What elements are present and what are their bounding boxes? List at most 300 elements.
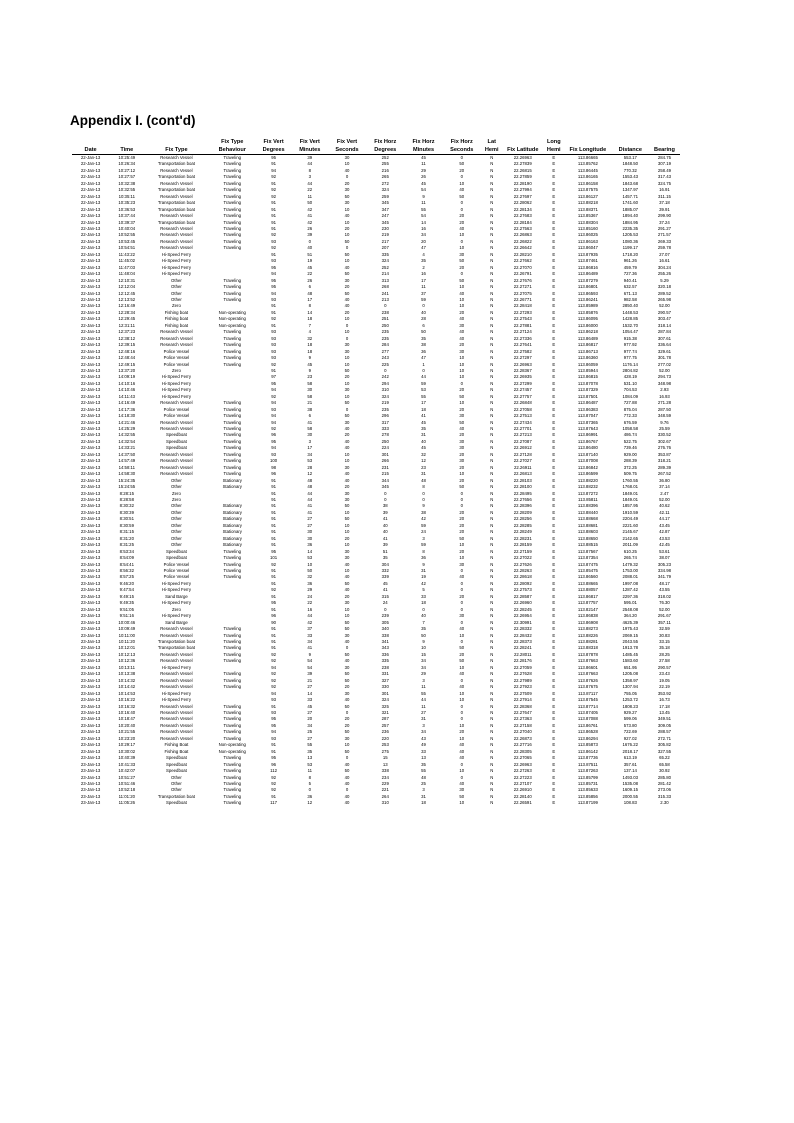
table-cell: 50 <box>344 671 350 677</box>
table-cell: 92 <box>271 232 276 238</box>
table-cell: 40 <box>344 774 350 780</box>
table-cell: 10 <box>344 613 350 619</box>
table-cell: 0 <box>308 787 311 793</box>
table-cell: 30 <box>459 348 465 354</box>
table-cell: E <box>552 477 556 483</box>
table-cell: 0 <box>345 245 349 251</box>
table-cell: 1768.01 <box>622 484 639 490</box>
table-cell: 29 <box>421 671 426 677</box>
table-cell: 2221.60 <box>622 522 639 528</box>
table-cell: N <box>490 193 494 199</box>
table-cell: 1307.94 <box>622 684 639 690</box>
table-cell: 11:01:20 <box>118 793 135 799</box>
table-cell: 459.79 <box>623 264 637 270</box>
table-cell: 1287.42 <box>622 587 639 593</box>
table-cell: 91 <box>271 542 276 548</box>
table-cell: 91 <box>271 516 276 522</box>
table-cell: Sand Barge <box>165 619 188 625</box>
table-cell: 22.27757 <box>513 393 532 399</box>
table-cell: Traveling <box>223 800 241 806</box>
table-cell: 91 <box>271 580 276 586</box>
table-cell: N <box>490 277 494 283</box>
table-cell: Traveling <box>223 729 241 735</box>
table-cell: Non-operating <box>218 316 246 322</box>
table-cell: 301.78 <box>657 355 672 361</box>
table-cell: 22-Jan-13 <box>80 187 101 193</box>
table-cell: 48 <box>307 484 313 490</box>
table-cell: Police Vessel <box>163 361 190 367</box>
table-cell: 247 <box>381 213 389 219</box>
table-cell: N <box>490 219 494 225</box>
table-cell: 50 <box>344 677 350 683</box>
table-cell: E <box>552 329 556 335</box>
table-cell: N <box>490 284 494 290</box>
table-cell: 18 <box>421 406 426 412</box>
table-cell: 17 <box>421 277 426 283</box>
table-cell: 44 <box>307 180 313 186</box>
table-cell: 8 <box>422 484 425 490</box>
table-cell: 8:53:34 <box>119 548 134 554</box>
table-cell: N <box>490 735 494 741</box>
table-cell: N <box>490 593 494 599</box>
table-cell: 22.27513 <box>513 413 532 419</box>
table-cell: 23-Jan-13 <box>80 593 101 599</box>
table-cell: Research Vessel <box>160 232 193 238</box>
table-cell: E <box>552 367 556 373</box>
table-cell: 225 <box>381 361 389 367</box>
table-cell: 23-Jan-13 <box>80 677 101 683</box>
table-cell: 324 <box>381 258 389 264</box>
table-cell: 8:31:25 <box>119 542 134 548</box>
table-cell: 610.25 <box>623 548 637 554</box>
table-cell: 91 <box>271 309 276 315</box>
table-cell: 22.27159 <box>513 548 532 554</box>
table-cell: 22.27297 <box>513 355 532 361</box>
table-cell: 310 <box>381 800 389 806</box>
table-cell: 30 <box>344 555 350 561</box>
table-cell: Speedboat <box>166 800 187 806</box>
table-cell: 22.28432 <box>513 632 532 638</box>
table-cell: 50 <box>344 400 350 406</box>
table-cell: 20 <box>459 264 465 270</box>
table-cell: 22-Jan-13 <box>80 206 101 212</box>
table-cell: 1848.50 <box>622 161 639 167</box>
table-cell: 10 <box>344 380 350 386</box>
table-cell: 21 <box>307 677 313 683</box>
table-cell: 7 <box>422 619 425 625</box>
table-cell: 9:47:54 <box>119 587 134 593</box>
table-cell: Research Vessel <box>160 213 193 219</box>
table-cell: 23-Jan-13 <box>80 574 101 580</box>
table-cell: 40 <box>344 793 350 799</box>
table-cell: Speedboat <box>166 548 187 554</box>
table-cell: E <box>552 529 556 535</box>
table-cell: 9:46:20 <box>119 580 134 586</box>
table-cell: N <box>490 690 494 696</box>
table-cell: 113.85856 <box>577 793 598 799</box>
table-cell: Research Vessel <box>160 671 193 677</box>
table-cell: 10:40:39 <box>118 755 136 761</box>
table-cell: 345 <box>381 484 389 490</box>
table-cell: N <box>490 587 494 593</box>
table-cell: 272.71 <box>657 735 672 741</box>
table-cell: 272 <box>381 180 389 186</box>
table-cell: Speedboat <box>166 438 187 444</box>
table-cell: Traveling <box>223 574 241 580</box>
table-cell: 113.87545 <box>577 697 598 703</box>
table-cell: 22.26791 <box>513 271 532 277</box>
table-cell: 22.27040 <box>513 729 532 735</box>
table-cell: 264 <box>381 793 389 799</box>
table-cell: Sand Barge <box>165 593 188 599</box>
table-cell: 113.87354 <box>577 555 598 561</box>
table-cell: N <box>490 568 494 573</box>
table-cell: Research Vessel <box>160 464 193 470</box>
table-cell: Traveling <box>223 626 241 632</box>
table-cell: 22-Jan-13 <box>80 225 101 231</box>
table-cell: 349.51 <box>657 716 672 722</box>
table-cell: 95 <box>271 755 276 761</box>
table-cell: E <box>552 374 556 380</box>
table-cell: 30 <box>344 387 350 393</box>
table-cell: E <box>552 303 556 309</box>
table-cell: Stationary <box>222 542 242 548</box>
table-cell: 10:42:07 <box>118 768 136 774</box>
table-cell: 10:14:42 <box>118 684 136 690</box>
table-cell: 113.86593 <box>577 290 598 296</box>
table-cell: E <box>552 355 556 361</box>
table-cell: 10 <box>344 529 350 535</box>
table-cell: 44.17 <box>659 516 670 522</box>
table-cell: 49 <box>421 742 426 748</box>
table-cell: 113.87365 <box>577 419 598 425</box>
table-cell: 22.30991 <box>513 619 532 625</box>
table-cell: 1054.47 <box>622 329 639 335</box>
table-cell: 40 <box>344 167 350 173</box>
table-cell: 113.87675 <box>577 684 598 690</box>
table-cell: E <box>552 161 556 167</box>
table-cell: 91 <box>271 574 276 580</box>
table-cell: 16.91 <box>659 187 670 193</box>
table-cell: 10:40:04 <box>118 225 136 231</box>
table-cell: 20 <box>459 509 465 515</box>
table-cell: 91 <box>271 161 276 167</box>
table-cell: 39.91 <box>659 206 670 212</box>
table-cell: 10 <box>459 400 465 406</box>
table-cell: 113.87088 <box>577 716 598 722</box>
table-cell: 32 <box>421 451 426 457</box>
table-cell: 22-Jan-13 <box>80 335 101 341</box>
table-cell: 50 <box>459 658 465 664</box>
table-cell: 137.14 <box>623 768 637 774</box>
table-cell: 320.18 <box>657 284 672 290</box>
table-cell: Stationary <box>222 522 242 528</box>
table-cell: 91 <box>271 322 276 328</box>
table-cell: E <box>552 651 556 657</box>
table-cell: 20 <box>344 284 350 290</box>
table-cell: 23-Jan-13 <box>80 774 101 780</box>
table-cell: 40 <box>344 477 350 483</box>
table-cell: 11:47:03 <box>118 264 135 270</box>
table-cell: 2043.55 <box>622 638 639 644</box>
table-cell: Hi-Speed Ferry <box>161 374 191 380</box>
table-cell: 42.45 <box>659 542 670 548</box>
column-header: Bearing <box>649 136 680 155</box>
table-cell: 22.26873 <box>513 735 532 741</box>
table-cell: Police Vessel <box>163 574 190 580</box>
table-cell: 2548.08 <box>622 606 639 612</box>
table-cell: N <box>490 225 494 231</box>
table-cell: 311.15 <box>658 193 671 199</box>
table-cell: 113.87272 <box>577 490 598 496</box>
table-cell: 94 <box>271 271 276 277</box>
table-cell: 91 <box>271 509 276 515</box>
table-cell: E <box>552 722 556 728</box>
table-cell: Hi-Speed Ferry <box>161 697 191 703</box>
table-cell: 21 <box>307 400 313 406</box>
table-cell: 33 <box>307 697 313 703</box>
table-cell: N <box>490 645 494 651</box>
table-cell: 113.86599 <box>577 471 598 477</box>
column-header: Fix Horz Minutes <box>405 136 442 155</box>
table-cell: 281.42 <box>657 780 672 786</box>
table-cell: N <box>490 232 494 238</box>
table-cell: 285.80 <box>657 774 672 780</box>
table-cell: 22-Jan-13 <box>80 264 101 270</box>
table-cell: Traveling <box>223 419 241 425</box>
table-cell: 1493.03 <box>622 774 639 780</box>
table-cell: Traveling <box>223 671 241 677</box>
table-cell: 50 <box>344 271 350 277</box>
table-cell: N <box>490 787 494 793</box>
table-cell: 93 <box>271 238 276 244</box>
table-cell: 10:16:22 <box>118 697 136 703</box>
column-header: Fix Horz Seconds <box>442 136 481 155</box>
table-cell: 268 <box>381 284 389 290</box>
table-cell: 29 <box>421 167 426 173</box>
table-cell: 45 <box>307 703 313 709</box>
table-cell: 288.57 <box>657 729 672 735</box>
table-cell: 2 <box>422 264 425 270</box>
table-cell: E <box>552 638 556 644</box>
column-header: Lat Hemi <box>481 136 502 155</box>
table-cell: 13 <box>421 755 426 761</box>
table-cell: N <box>490 664 494 670</box>
table-cell: Research Vessel <box>160 458 193 464</box>
table-cell: Research Vessel <box>160 709 193 715</box>
table-cell: Speedboat <box>166 555 187 561</box>
table-cell: 1553.43 <box>622 174 639 180</box>
table-cell: 20 <box>459 406 465 412</box>
table-cell: 739.46 <box>623 445 637 451</box>
table-cell: 40.62 <box>659 503 670 509</box>
table-cell: 48.17 <box>659 580 670 586</box>
table-cell: Traveling <box>223 548 241 554</box>
table-cell: N <box>490 580 494 586</box>
table-cell: 23.43 <box>659 671 670 677</box>
table-cell: 22-Jan-13 <box>80 219 101 225</box>
table-cell: Research Vessel <box>160 722 193 728</box>
table-cell: 324 <box>381 697 389 703</box>
table-cell: N <box>490 638 494 644</box>
table-cell: 10 <box>459 303 465 309</box>
table-cell: 92 <box>271 193 276 199</box>
table-cell: 9 <box>422 503 425 509</box>
table-cell: 22-Jan-13 <box>80 464 101 470</box>
table-cell: 25.59 <box>659 426 670 432</box>
table-cell: 113.87329 <box>577 387 598 393</box>
table-cell: N <box>490 542 494 548</box>
table-cell: 287.84 <box>657 329 672 335</box>
table-cell: Traveling <box>223 406 241 412</box>
table-cell: 12:28:34 <box>118 309 136 315</box>
table-cell: Research Vessel <box>160 632 193 638</box>
table-cell: 22-Jan-13 <box>80 161 101 167</box>
table-cell: E <box>552 748 556 754</box>
table-cell: N <box>490 342 494 348</box>
table-cell: 8:54:09 <box>119 555 134 561</box>
table-cell: 91 <box>271 568 276 573</box>
table-cell: 50 <box>459 393 465 399</box>
table-cell: 50 <box>344 580 350 586</box>
table-cell: Traveling <box>223 438 241 444</box>
table-cell: 1885.07 <box>622 206 639 212</box>
table-cell: 353.92 <box>657 690 672 696</box>
table-cell: 113.88273 <box>577 626 598 632</box>
table-cell: Hi-Speed Ferry <box>161 264 191 270</box>
table-cell: 12:49:15 <box>118 361 136 367</box>
table-cell: 10:27:57 <box>118 174 136 180</box>
table-cell: 22.27573 <box>513 587 532 593</box>
table-cell: 40 <box>459 225 465 231</box>
table-cell: 22.28011 <box>513 651 532 657</box>
table-cell: 55 <box>421 206 426 212</box>
table-cell: Traveling <box>223 225 241 231</box>
table-cell: 9 <box>422 561 425 567</box>
table-cell: 364.20 <box>623 613 637 619</box>
table-cell: 44 <box>307 497 313 503</box>
table-cell: 113.85762 <box>577 161 598 167</box>
table-cell: 8:30:59 <box>119 522 134 528</box>
table-cell: Research Vessel <box>160 651 193 657</box>
table-cell: 91 <box>271 535 276 541</box>
table-cell: 325 <box>381 703 389 709</box>
data-table <box>72 136 680 807</box>
table-cell: 3 <box>308 438 311 444</box>
table-cell: 16 <box>307 606 313 612</box>
table-cell: 94 <box>271 690 276 696</box>
table-cell: 50 <box>421 632 426 638</box>
table-cell: 347 <box>381 206 389 212</box>
table-cell: 22.26960 <box>513 600 532 606</box>
table-cell: N <box>490 264 494 270</box>
table-cell: 23-Jan-13 <box>80 722 101 728</box>
table-cell: 12:13:52 <box>118 296 136 302</box>
table-cell: 40 <box>459 671 465 677</box>
table-cell: 23-Jan-13 <box>80 755 101 761</box>
table-cell: 288.39 <box>623 458 637 464</box>
table-cell: Stationary <box>222 484 242 490</box>
table-cell: 113.86815 <box>577 374 598 380</box>
table-cell: 23-Jan-13 <box>80 671 101 677</box>
table-cell: Traveling <box>223 155 241 160</box>
table-cell: 22.27027 <box>513 458 532 464</box>
table-cell: 6 <box>308 413 311 419</box>
table-cell: 318.14 <box>657 322 672 328</box>
table-cell: 93 <box>271 296 276 302</box>
table-cell: 277 <box>381 348 389 354</box>
table-cell: N <box>490 406 494 412</box>
table-cell: Other <box>171 780 182 786</box>
table-cell: E <box>552 471 556 477</box>
table-cell: 276.76 <box>657 445 672 451</box>
table-cell: 23-Jan-13 <box>80 729 101 735</box>
table-cell: 113.86665 <box>577 155 598 160</box>
table-cell: 93 <box>271 355 276 361</box>
table-cell: N <box>490 632 494 638</box>
table-cell: 22.28249 <box>513 529 532 535</box>
table-cell: 0 <box>460 206 463 212</box>
table-cell: 294 <box>381 380 389 386</box>
table-cell: 35 <box>307 748 313 754</box>
table-cell: 94 <box>271 419 276 425</box>
table-cell: 10:12:13 <box>118 651 136 657</box>
table-cell: 0 <box>460 677 463 683</box>
table-cell: Traveling <box>223 187 241 193</box>
table-cell: 10 <box>344 316 350 322</box>
table-cell: 10:35:23 <box>118 200 136 206</box>
table-cell: 30 <box>307 432 313 438</box>
table-cell: 22.28241 <box>513 645 532 651</box>
table-cell: 961.26 <box>623 258 637 264</box>
table-cell: Other <box>171 503 182 509</box>
table-cell: 92 <box>271 658 276 664</box>
table-cell: 229 <box>381 780 389 786</box>
table-cell: 304 <box>381 561 389 567</box>
table-cell: 93 <box>271 335 276 341</box>
table-cell: 22.28332 <box>513 626 532 632</box>
table-cell: 15:24:55 <box>118 484 136 490</box>
table-cell: 39 <box>307 155 313 160</box>
table-cell: 0 <box>345 406 349 412</box>
table-cell: E <box>552 296 556 302</box>
table-cell: 113.87117 <box>578 690 598 696</box>
table-cell: 428.19 <box>623 374 637 380</box>
column-header: Fix Vert Seconds <box>328 136 365 155</box>
table-cell: 2069.15 <box>622 632 639 638</box>
table-cell: 113.88304 <box>577 219 598 225</box>
table-cell: 113.86560 <box>577 574 598 580</box>
table-cell: 113.86817 <box>577 342 598 348</box>
table-cell: Traveling <box>223 632 241 638</box>
table-cell: 45 <box>421 180 426 186</box>
table-cell: E <box>552 768 556 774</box>
table-cell: 40 <box>344 561 350 567</box>
table-cell: 17 <box>307 445 313 451</box>
table-cell: 91 <box>271 180 276 186</box>
table-cell: 239 <box>381 613 389 619</box>
table-cell: 14:10:16 <box>118 380 136 386</box>
table-cell: 38.07 <box>659 555 670 561</box>
table-cell: 5 <box>422 587 425 593</box>
table-cell: N <box>490 548 494 554</box>
table-cell: 113.86489 <box>577 271 598 277</box>
table-cell: 23-Jan-13 <box>80 509 101 515</box>
table-cell: E <box>552 458 556 464</box>
table-cell: 599.06 <box>623 716 637 722</box>
table-cell: 94 <box>271 400 276 406</box>
table-cell: 36 <box>421 555 426 561</box>
